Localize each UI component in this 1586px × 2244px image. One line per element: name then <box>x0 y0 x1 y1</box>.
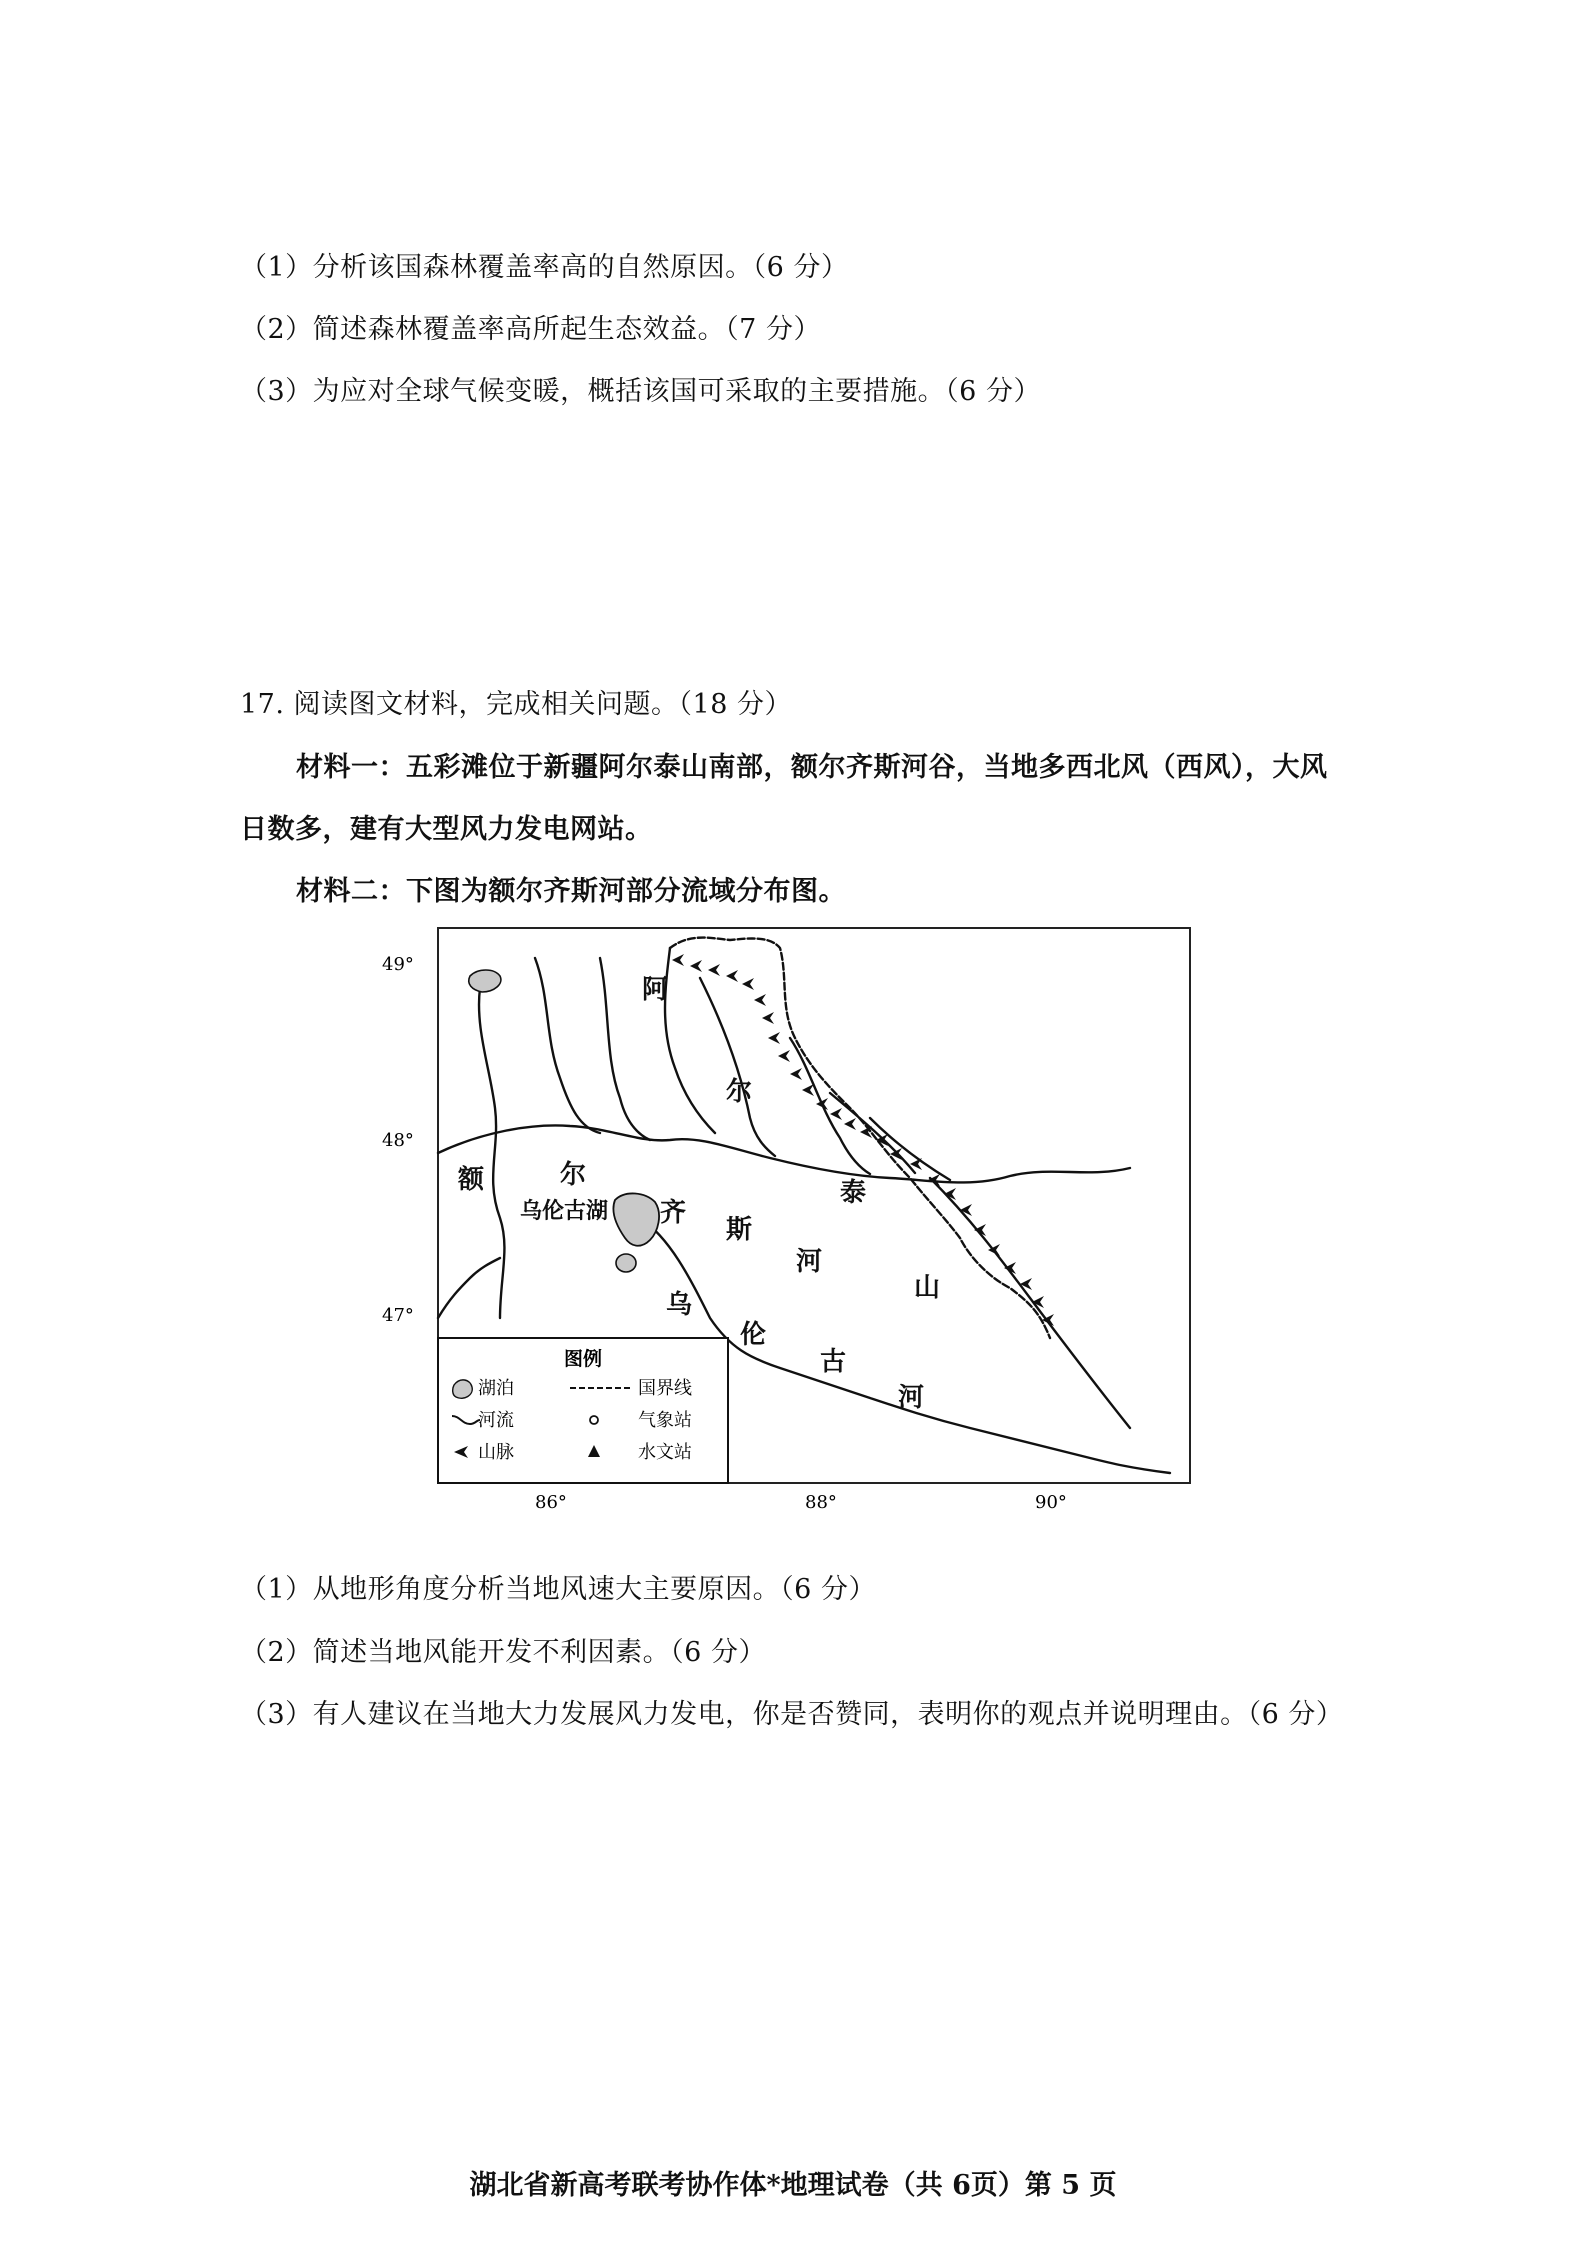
mid-tributary <box>790 1038 870 1174</box>
q17-sub3: （3）有人建议在当地大力发展风力发电，你是否赞同，表明你的观点并说明理由。（6 分） <box>240 1699 1344 1730</box>
north-tributary <box>535 958 600 1133</box>
mountain-chain <box>672 954 1054 1326</box>
lake-ulungur <box>613 1193 659 1245</box>
lat-label-47: 47° <box>382 1305 414 1326</box>
label-a: 阿 <box>642 975 669 1005</box>
q17-sub2: （2）简述当地风能开发不利因素。（6 分） <box>240 1637 766 1668</box>
q17-sub1: （1）从地形角度分析当地风速大主要原因。（6 分） <box>240 1574 876 1605</box>
mountain-symbol <box>778 1050 790 1062</box>
east-tributary-3 <box>930 1178 1130 1428</box>
map-legend <box>438 1338 728 1483</box>
label-wu: 乌 <box>666 1290 693 1320</box>
mountain-symbol <box>830 1108 842 1120</box>
q17-material1-line1: 材料一：五彩滩位于新疆阿尔泰山南部，额尔齐斯河谷，当地多西北风（西风），大风 <box>296 752 1328 783</box>
label-si: 斯 <box>726 1215 753 1245</box>
mountain-symbol <box>754 994 766 1006</box>
mountain-symbol <box>816 1098 828 1110</box>
east-tributary-2 <box>870 1118 950 1180</box>
national-border-east <box>670 938 1050 1338</box>
legend-hydro-station: 水文站 <box>638 1442 692 1463</box>
irtysh-river-basin-map <box>370 918 1200 1538</box>
lon-label-86: 86° <box>535 1492 567 1513</box>
label-lun: 伦 <box>740 1320 767 1350</box>
label-qi: 齐 <box>660 1198 687 1228</box>
lon-label-88: 88° <box>805 1492 837 1513</box>
legend-mountain: 山脉 <box>478 1442 514 1463</box>
irtysh-river <box>438 1125 1130 1182</box>
legend-border: 国界线 <box>638 1378 692 1399</box>
label-tai: 泰 <box>840 1178 867 1208</box>
lat-label-48: 48° <box>382 1130 414 1151</box>
legend-lake: 湖泊 <box>478 1378 514 1399</box>
q17-material2: 材料二：下图为额尔齐斯河部分流域分布图。 <box>296 876 846 907</box>
mountain-symbol <box>928 1174 940 1186</box>
q17-material1-line2: 日数多，建有大型风力发电网站。 <box>240 814 653 845</box>
mountain-symbol <box>802 1084 814 1096</box>
q16-sub3: （3）为应对全球气候变暖，概括该国可采取的主要措施。（6 分） <box>240 376 1041 407</box>
mountain-symbol <box>742 978 754 990</box>
mountain-symbol <box>1032 1296 1044 1308</box>
legend-title: 图例 <box>564 1348 603 1370</box>
q17-header: 17. 阅读图文材料，完成相关问题。（18 分） <box>240 689 792 720</box>
lake-legend-icon <box>453 1380 473 1398</box>
mountain-symbol <box>672 954 684 966</box>
label-lake: 乌伦古湖 <box>520 1198 609 1224</box>
mountain-symbol <box>690 960 702 972</box>
haba-tributary <box>665 948 715 1133</box>
lat-label-49: 49° <box>382 954 414 975</box>
label-er2: 尔 <box>560 1160 587 1190</box>
label-er: 尔 <box>726 1077 753 1107</box>
mountain-symbol <box>844 1118 856 1130</box>
label-he2: 河 <box>898 1383 925 1413</box>
mountain-symbol <box>960 1204 972 1216</box>
mountain-symbol <box>762 1012 774 1024</box>
mountain-symbol <box>726 970 738 982</box>
mountain-symbol <box>768 1032 780 1044</box>
q16-sub1: （1）分析该国森林覆盖率高的自然原因。（6 分） <box>240 252 849 283</box>
mountain-symbol <box>708 964 720 976</box>
page-footer: 湖北省新高考联考协作体*地理试卷（共 6页）第 5 页 <box>469 2170 1117 2201</box>
mountain-symbol <box>790 1068 802 1080</box>
q16-sub2: （2）简述森林覆盖率高所起生态效益。（7 分） <box>240 314 821 345</box>
label-e: 额 <box>458 1165 485 1195</box>
legend-weather-station: 气象站 <box>638 1410 692 1431</box>
lon-label-90: 90° <box>1035 1492 1067 1513</box>
label-gu: 古 <box>820 1347 847 1377</box>
label-shan: 山 <box>914 1273 941 1303</box>
legend-river: 河流 <box>478 1410 514 1431</box>
lake-northwest <box>469 970 501 992</box>
label-he: 河 <box>796 1247 823 1277</box>
small-lake <box>616 1254 636 1272</box>
west-boundary <box>438 1258 500 1318</box>
